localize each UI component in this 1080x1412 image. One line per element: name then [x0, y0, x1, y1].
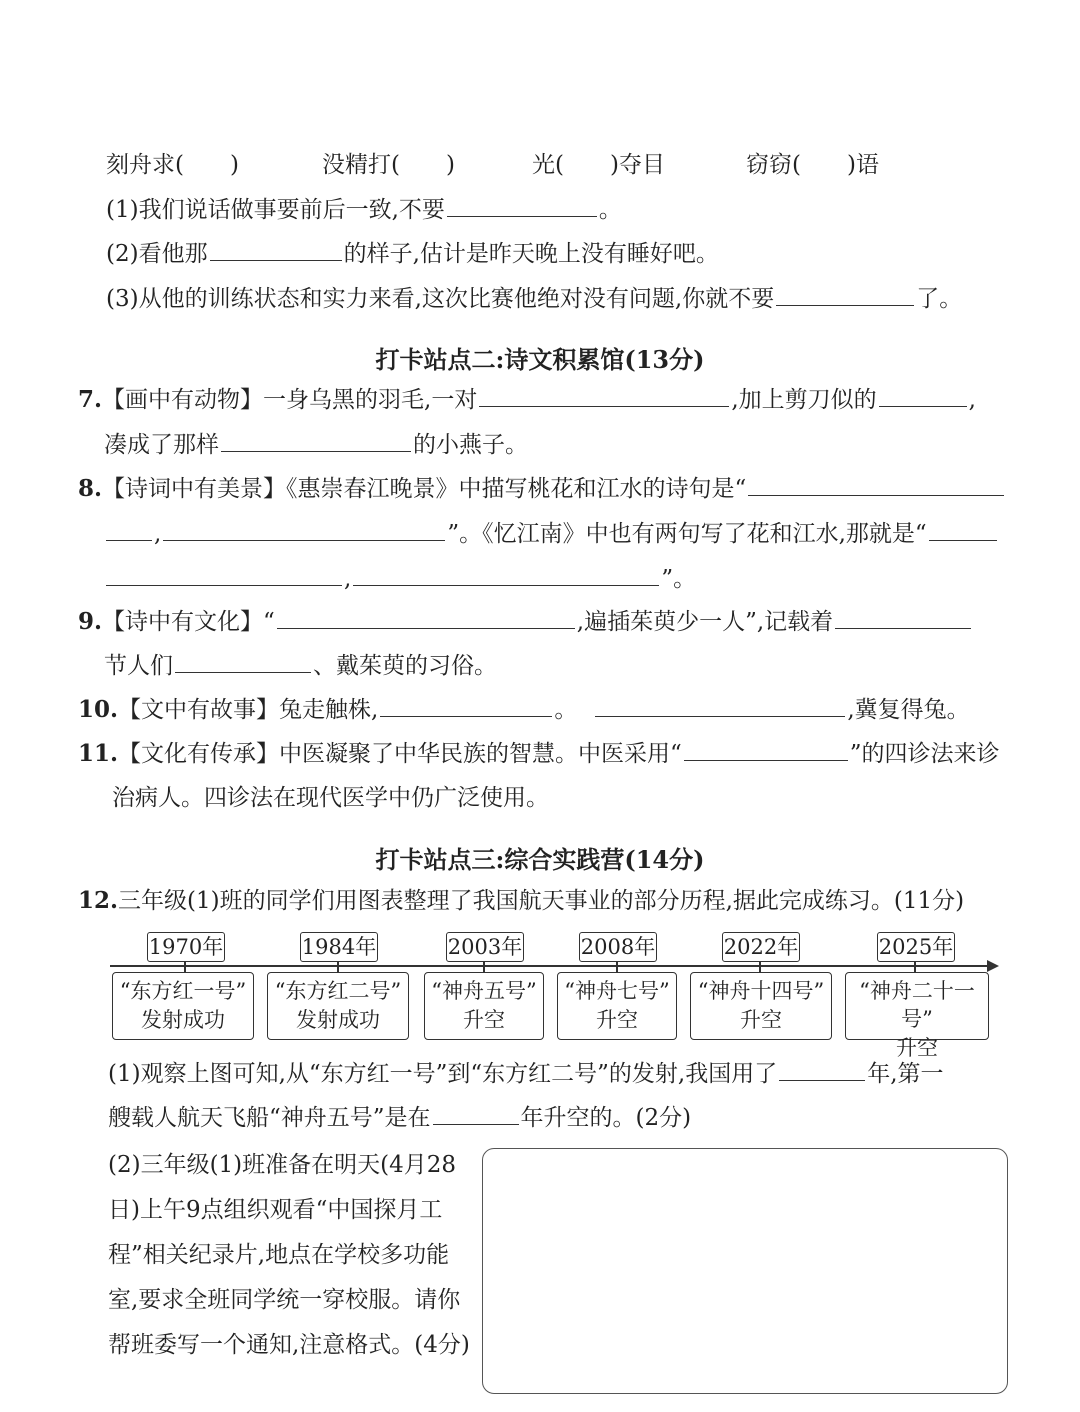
- question-9-line-2: [104, 650, 497, 681]
- timeline-event: [690, 972, 832, 1040]
- question-number: 9.: [78, 608, 103, 635]
- idiom-item-3: 光( )夺目: [532, 152, 665, 178]
- timeline-event-result: 升空: [596, 1008, 638, 1032]
- question-12-part-1-line-2: [108, 1102, 691, 1133]
- question-11-line-2: 治病人。四诊法在现代医学中仍广泛使用。: [112, 785, 549, 811]
- question-number: 12.: [78, 887, 119, 914]
- idiom-sentence-2-end: 的样子,估计是昨天晚上没有睡好吧。: [343, 241, 719, 267]
- question-8-line-3: [104, 563, 696, 594]
- question-10-text: 。: [554, 697, 578, 723]
- question-7-text: ,加上剪刀似的: [731, 387, 877, 413]
- question-7-line-1: [78, 384, 976, 415]
- question-12-text: 三年级(1)班的同学们用图表整理了我国航天事业的部分历程,据此完成练习。(11分): [118, 888, 965, 914]
- question-11-text: 【文化有传承】中医凝聚了中华民族的智慧。中医采用“: [118, 741, 682, 767]
- question-12-part-2-line: 帮班委写一个通知,注意格式。(4分): [108, 1332, 470, 1358]
- idiom-sentence-3-text: (3)从他的训练状态和实力来看,这次比赛他绝对没有问题,你就不要: [106, 286, 775, 312]
- section-3-title: 打卡站点三:综合实践营(14分): [375, 845, 705, 874]
- answer-blank[interactable]: [776, 283, 914, 306]
- answer-blank[interactable]: [595, 694, 845, 717]
- question-9-text: 节人们: [104, 653, 173, 679]
- question-7-text: 的小燕子。: [413, 432, 528, 458]
- question-10: [78, 694, 970, 725]
- question-7-text: 凑成了那样: [104, 432, 219, 458]
- question-10-text: ,冀复得兔。: [847, 697, 970, 723]
- question-12-part-2-line: 室,要求全班同学统一穿校服。请你: [108, 1287, 461, 1313]
- question-12-part-1-line-1: [108, 1058, 944, 1089]
- question-8-text: ”。: [661, 566, 697, 592]
- idiom-sentence-3-end: 了。: [916, 286, 963, 312]
- timeline-event-name: “东方红二号”: [274, 979, 402, 1003]
- answer-blank[interactable]: [684, 738, 848, 761]
- question-7-text: 【画中有动物】一身乌黑的羽毛,一对: [102, 387, 478, 413]
- timeline-year: 1970年: [147, 932, 225, 962]
- notice-answer-box[interactable]: [482, 1148, 1008, 1394]
- question-12-part-1-text: 年,第一: [867, 1061, 944, 1087]
- timeline-year: 2025年: [877, 932, 955, 962]
- question-9-text: ,遍插茱萸少一人”,记载着: [576, 609, 834, 635]
- idiom-sentence-1-text: (1)我们说话做事要前后一致,不要: [106, 197, 445, 223]
- question-8-text: 【诗词中有美景】《惠崇春江晚景》中描写桃花和江水的诗句是“: [102, 476, 747, 502]
- answer-blank[interactable]: [779, 1058, 865, 1081]
- idiom-sentence-3: [106, 283, 962, 314]
- timeline-year: 2003年: [446, 932, 524, 962]
- answer-blank[interactable]: [221, 429, 411, 452]
- timeline-event-result: 升空: [896, 1036, 938, 1060]
- answer-blank[interactable]: [447, 194, 597, 217]
- question-12-stem: [78, 886, 964, 916]
- answer-blank[interactable]: [163, 518, 445, 541]
- timeline-event-name: “东方红一号”: [119, 979, 247, 1003]
- timeline-arrow-icon: [987, 960, 999, 972]
- timeline-year: 2008年: [579, 932, 657, 962]
- question-11-text: ”的四诊法来诊: [849, 741, 1000, 767]
- timeline-axis: [110, 965, 990, 967]
- answer-blank[interactable]: [210, 238, 342, 261]
- question-8-text: ,: [154, 521, 162, 547]
- question-12-part-2-line: 程”相关纪录片,地点在学校多功能: [108, 1242, 450, 1268]
- timeline-event-name: “神舟二十一号”: [859, 979, 975, 1031]
- idiom-sentence-1: [106, 194, 622, 225]
- timeline-event: [112, 972, 254, 1040]
- section-2-title: 打卡站点二:诗文积累馆(13分): [375, 345, 705, 374]
- answer-blank[interactable]: [748, 473, 1004, 496]
- question-number: 10.: [78, 696, 119, 723]
- question-9-text: 、戴茱萸的习俗。: [313, 653, 497, 679]
- timeline-event: [267, 972, 409, 1040]
- timeline-event: [424, 972, 544, 1040]
- question-8-line-1: [78, 473, 1006, 504]
- timeline-event-result: 升空: [463, 1008, 505, 1032]
- question-11-line-1: [78, 738, 1000, 769]
- question-9-text: 【诗中有文化】“: [102, 609, 275, 635]
- question-8-text: ”。《忆江南》中也有两句写了花和江水,那就是“: [447, 521, 927, 547]
- idiom-sentence-1-end: 。: [598, 197, 622, 223]
- answer-blank[interactable]: [929, 518, 997, 541]
- answer-blank[interactable]: [835, 606, 971, 629]
- question-12-part-2-line: 日)上午9点组织观看“中国探月工: [108, 1197, 443, 1223]
- timeline-event: [845, 972, 989, 1060]
- answer-blank[interactable]: [353, 563, 659, 586]
- answer-blank[interactable]: [106, 518, 152, 541]
- question-10-text: 【文中有故事】兔走触株,: [118, 697, 379, 723]
- question-9-line-1: [78, 606, 973, 637]
- answer-blank[interactable]: [380, 694, 552, 717]
- timeline-event-result: 发射成功: [141, 1008, 225, 1032]
- question-8-text: ,: [344, 566, 352, 592]
- answer-blank[interactable]: [277, 606, 575, 629]
- timeline-year: 2022年: [722, 932, 800, 962]
- question-8-line-2: [104, 518, 999, 549]
- question-number: 11.: [78, 740, 119, 767]
- question-7-text: ,: [968, 387, 976, 413]
- timeline-year: 1984年: [300, 932, 378, 962]
- question-7-line-2: [104, 429, 528, 460]
- timeline-event-name: “神舟十四号”: [697, 979, 825, 1003]
- question-12-part-1-text: 年升空的。(2分): [520, 1105, 692, 1131]
- answer-blank[interactable]: [433, 1102, 519, 1125]
- idiom-item-1: 刻舟求( ): [106, 152, 239, 178]
- question-number: 7.: [78, 386, 103, 413]
- timeline-event-result: 升空: [740, 1008, 782, 1032]
- idiom-sentence-2: [106, 238, 719, 269]
- question-12-part-2-line: (2)三年级(1)班准备在明天(4月28: [108, 1152, 457, 1178]
- question-12-part-1-text: 艘载人航天飞船“神舟五号”是在: [108, 1105, 431, 1131]
- answer-blank[interactable]: [106, 563, 342, 586]
- idiom-item-4: 窃窃( )语: [746, 152, 879, 178]
- question-number: 8.: [78, 475, 103, 502]
- question-12-part-1-text: (1)观察上图可知,从“东方红一号”到“东方红二号”的发射,我国用了: [108, 1061, 778, 1087]
- answer-blank[interactable]: [879, 384, 967, 407]
- timeline-event-name: “神舟五号”: [431, 979, 537, 1003]
- timeline-event-name: “神舟七号”: [564, 979, 670, 1003]
- idiom-sentence-2-text: (2)看他那: [106, 241, 208, 267]
- answer-blank[interactable]: [479, 384, 729, 407]
- timeline-event-result: 发射成功: [296, 1008, 380, 1032]
- timeline-event: [557, 972, 677, 1040]
- answer-blank[interactable]: [175, 650, 311, 673]
- idiom-item-2: 没精打( ): [322, 152, 455, 178]
